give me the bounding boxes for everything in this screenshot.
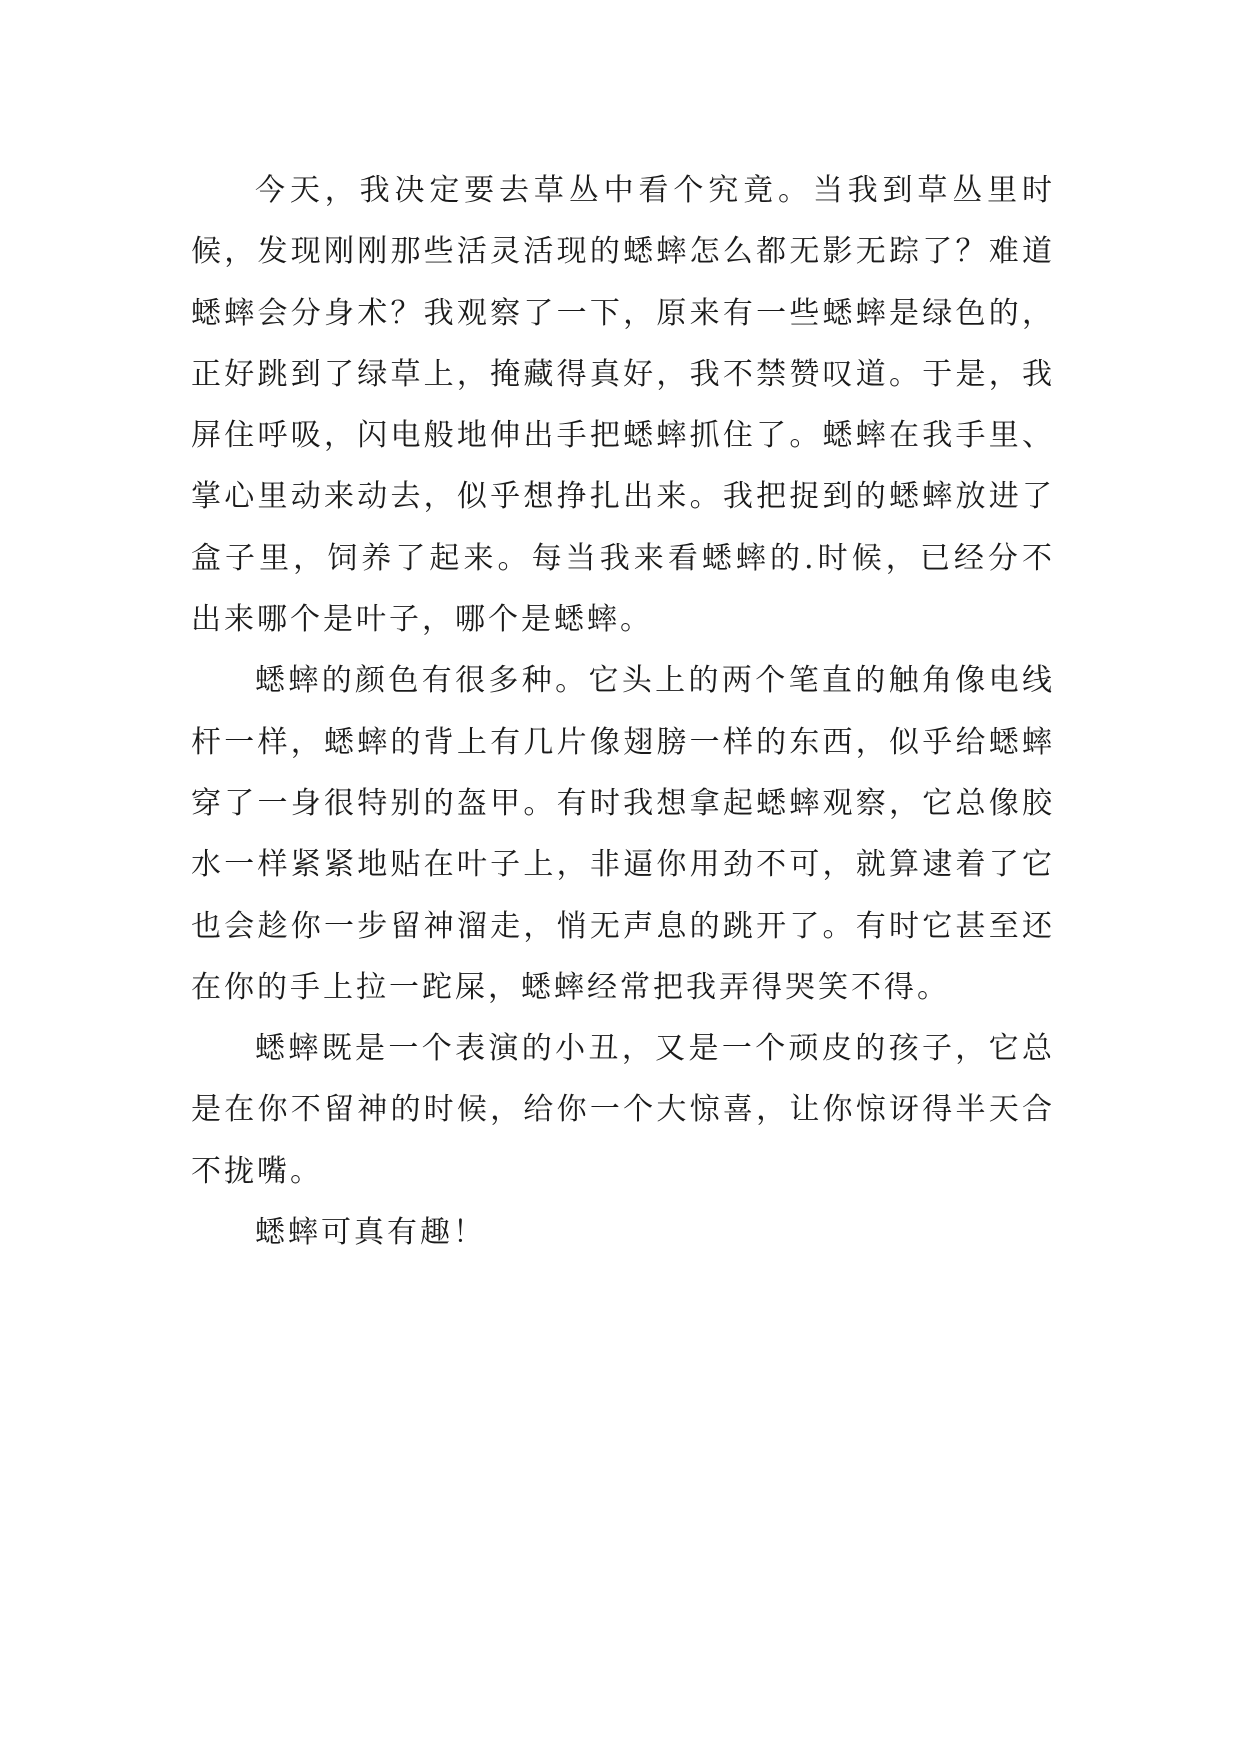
document-body [191, 160, 1055, 1263]
paragraph-4: 蟋蟀可真有趣！ [255, 1215, 486, 1251]
paragraph-3: 蟋蟀既是一个表演的小丑，又是一个顽皮的孩子，它总是在你不留神的时候，给你一个大惊喜，让你惊讶得半天合不拢嘴。 [191, 1031, 1055, 1189]
paragraph-2: 蟋蟀的颜色有很多种。它头上的两个笔直的触角像电线杆一样，蟋蟀的背上有几片像翅膀一样的东西，似乎给蟋蟀穿了一身很特别的盔甲。有时我想拿起蟋蟀观察，它总像胶水一样紧紧地贴在叶子上，非逼你用劲不可，就算逮着了它也会趁你一步留神溜走，悄无声息的跳开了。有时它甚至还在你的手上拉一跎屎，蟋蟀经常把我弄得哭笑不得。 [191, 663, 1055, 1005]
paragraph-1: 今天，我决定要去草丛中看个究竟。当我到草丛里时候，发现刚刚那些活灵活现的蟋蟀怎么都无影无踪了？难道蟋蟀会分身术？我观察了一下，原来有一些蟋蟀是绿色的，正好跳到了绿草上，掩藏得真好，我不禁赞叹道。于是，我屏住呼吸，闪电般地伸出手把蟋蟀抓住了。蟋蟀在我手里、掌心里动来动去，似乎想挣扎出来。我把捉到的蟋蟀放进了盒子里，饲养了起来。每当我来看蟋蟀的.时候，已经分不出来哪个是叶子，哪个是蟋蟀。 [191, 173, 1055, 638]
